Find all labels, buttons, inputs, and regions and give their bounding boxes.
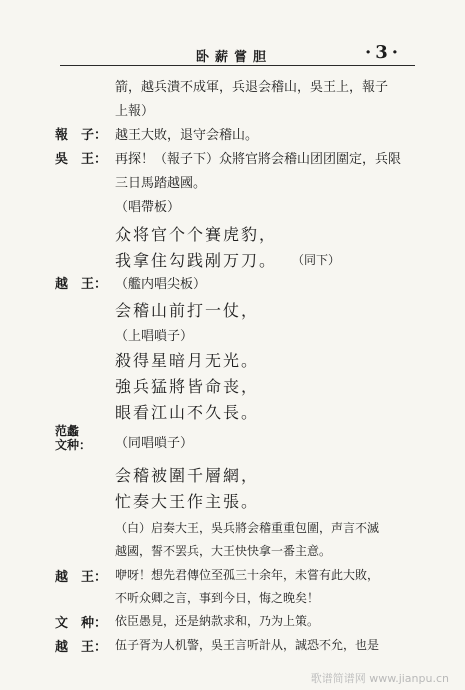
speaker-label: 報 子： [55, 128, 108, 143]
running-title: 卧薪嘗胆 [196, 50, 273, 65]
speaker-label: 文 种： [55, 616, 108, 631]
speaker-wenzhong: 文种： [55, 438, 92, 452]
lyric-line: 会稽被圍千層網， [115, 466, 260, 485]
text-line: 越王大敗，退守会稽山。 [115, 128, 259, 143]
page-number: ·3· [365, 42, 403, 63]
speaker-label: 吳 王： [55, 152, 108, 167]
speaker-fanli: 范蠡 [55, 424, 80, 438]
speaker-label: 越 王： [55, 570, 108, 585]
speaker-label: 越 王： [55, 640, 108, 655]
text-line: 再探！（報子下）众將官將会稽山团团圍定，兵限 [115, 152, 402, 167]
lyric-line: 強兵猛將皆命丧， [115, 377, 260, 396]
text-line: 上報） [115, 104, 155, 119]
text-line: （唱帶板） [115, 200, 181, 215]
text-line: （同唱嗩子） [115, 436, 194, 451]
text-line: 伍子胥为人机警，吳王言听計从，誠恐不允，也是 [115, 638, 380, 652]
lyric-line: 眼看江山不久長。 [115, 403, 260, 422]
text-line: （艦内唱尖板） [115, 277, 207, 292]
text-line: 箭，越兵潰不成軍，兵退会稽山，吳王上，報子 [115, 80, 389, 95]
lyric-line: 众将官个个賽虎豹， [115, 225, 278, 244]
speaker-label [55, 424, 111, 452]
lyric-line: 殺得星暗月无光。 [115, 351, 260, 370]
text-line: 三日馬踏越國。 [115, 176, 207, 191]
stage-direction: （同下） [292, 253, 341, 267]
header-rule [60, 65, 415, 66]
lyric-line: 忙奏大王作主張。 [115, 492, 260, 511]
text-line: 越國，誓不罢兵，大王快快拿一番主意。 [115, 544, 332, 558]
watermark: 歌谱简谱网 www.jianpu.cn [310, 672, 449, 685]
text-line: 依臣愚見，还是納款求和，乃为上策。 [115, 614, 320, 628]
text-line: 咿呀！想先君傳位至孤三十余年，未嘗有此大敗， [115, 568, 380, 582]
text-line: （白）启奏大王，吳兵將会稽重重包圍，声言不滅 [115, 521, 380, 535]
lyric-line: 我拿住勾践剐万刀。 [115, 251, 278, 270]
text-line: 不听众卿之言，事到今日，悔之晚矣！ [115, 591, 320, 605]
lyric-line: 会稽山前打一仗， [115, 301, 260, 320]
text-line: （上唱嗩子） [115, 329, 194, 344]
speaker-label: 越 王： [55, 277, 108, 292]
